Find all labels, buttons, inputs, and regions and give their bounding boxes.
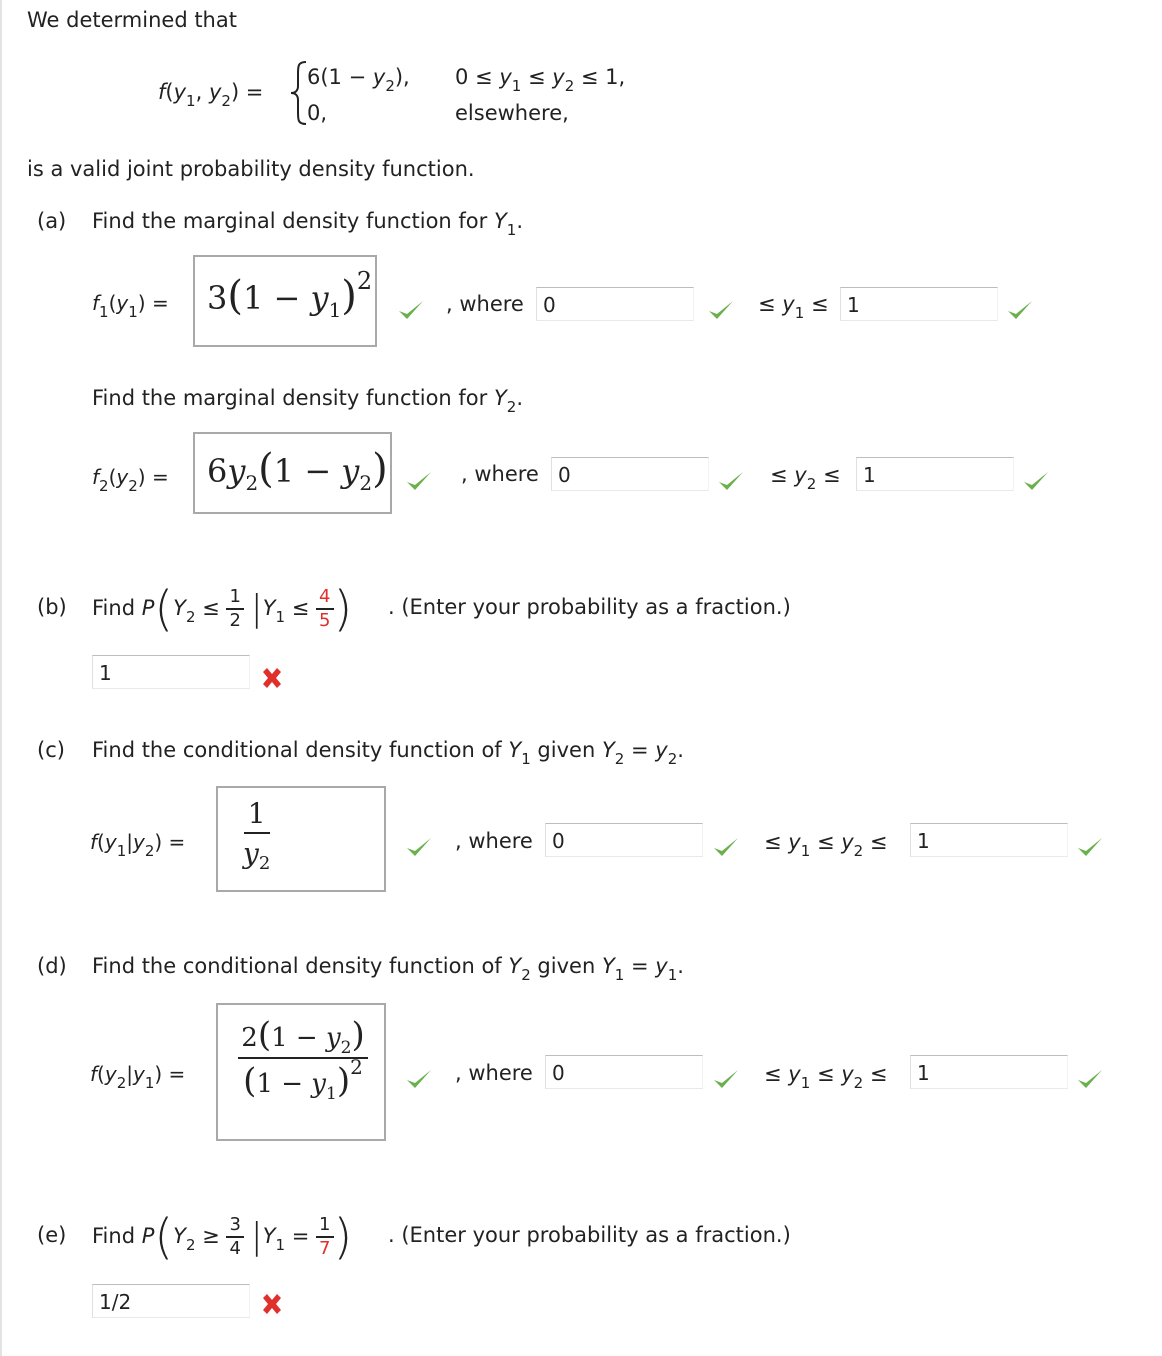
y1-range-middle: ≤ $y_1$ ≤	[758, 292, 829, 322]
part-d-label: (d)	[37, 954, 67, 978]
upper-bound-cond-y2-input[interactable]: 1	[910, 1055, 1068, 1089]
case1-expr: $6(1 - y_2)$,	[307, 65, 410, 95]
part-b-expression: Find $P(Y_2$ ≤ $\frac{1}{2}$ $|Y_1$ ≤ $\frac{4}{5}$ )	[92, 581, 353, 637]
case1-cond: $0 \le y_1 \le y_2 \le 1$,	[455, 65, 626, 95]
lower-bound-y1-input[interactable]: 0	[536, 287, 694, 321]
check-icon	[404, 469, 434, 493]
check-icon	[706, 298, 736, 322]
where-text: , where	[446, 292, 524, 316]
where-text: , where	[455, 829, 533, 853]
valid-statement: is a valid joint probability density function.	[27, 157, 475, 181]
answer-cond-y2-math: $2(1 - y_2)$ $(1 - y_1)^2$	[238, 1015, 368, 1101]
part-c-prompt: Find the conditional density function of $Y_1$ given $Y_2 = y_2$.	[92, 738, 684, 768]
cond-y2-range-middle: ≤ $y_1 \le y_2$ ≤	[764, 1062, 888, 1092]
check-icon	[1075, 1067, 1105, 1091]
cond-y1-lhs: $f(y_1|y_2)$ =	[90, 830, 186, 860]
answer-f2-box[interactable]	[193, 432, 392, 514]
answer-f2-math: $6y_2(1 - y_2)$	[207, 446, 388, 495]
check-icon	[711, 835, 741, 859]
check-icon	[1021, 469, 1051, 493]
part-b-label: (b)	[37, 595, 67, 619]
part-c-label: (c)	[37, 738, 65, 762]
where-text: , where	[455, 1061, 533, 1085]
answer-cond-y1-math: $\frac{1}{y_2}$	[243, 797, 271, 874]
part-b-answer-input[interactable]: 1	[92, 655, 250, 689]
part-a-label: (a)	[37, 209, 67, 233]
cross-icon	[259, 665, 285, 691]
cond-y2-lhs: $f(y_2|y_1)$ =	[90, 1062, 186, 1092]
part-d-prompt: Find the conditional density function of $Y_2$ given $Y_1 = y_1$.	[92, 954, 684, 984]
check-icon	[404, 835, 434, 859]
f2-lhs: $f_2(y_2)$ =	[92, 465, 169, 495]
part-e-label: (e)	[37, 1223, 67, 1247]
part-a-prompt1: Find the marginal density function for $Y_1$.	[92, 209, 524, 239]
answer-f1-box[interactable]	[193, 255, 377, 347]
part-b-hint: . (Enter your probability as a fraction.)	[388, 595, 791, 619]
part-e-answer-input[interactable]: 1/2	[92, 1284, 250, 1318]
upper-bound-y1-input[interactable]: 1	[840, 287, 998, 321]
answer-cond-y2-box[interactable]	[216, 1003, 386, 1141]
check-icon	[404, 1067, 434, 1091]
check-icon	[1005, 298, 1035, 322]
cond-y1-range-middle: ≤ $y_1 \le y_2$ ≤	[764, 830, 888, 860]
intro-text: We determined that	[27, 8, 237, 32]
f1-lhs: $f_1(y_1)$ =	[92, 291, 169, 321]
cross-icon	[259, 1291, 285, 1317]
case2-expr: 0,	[307, 101, 328, 125]
where-text: , where	[461, 462, 539, 486]
case2-cond: elsewhere,	[455, 101, 569, 125]
answer-cond-y1-box[interactable]	[216, 786, 386, 892]
answer-f1-math: $3(1 - y_1)^2$	[207, 267, 373, 322]
left-border	[0, 0, 2, 1356]
part-e-expression: Find $P(Y_2$ ≥ $\frac{3}{4}$ $|Y_1$ = $\frac{1}{7}$ )	[92, 1209, 353, 1265]
check-icon	[1075, 835, 1105, 859]
check-icon	[396, 298, 426, 322]
lower-bound-cond-y2-input[interactable]: 0	[545, 1055, 703, 1089]
joint-density-lhs: $f(y_1$, $y_2$) =	[158, 80, 264, 110]
lower-bound-y2-input[interactable]: 0	[551, 457, 709, 491]
part-e-hint: . (Enter your probability as a fraction.)	[388, 1223, 791, 1247]
y2-range-middle: ≤ $y_2$ ≤	[770, 463, 841, 493]
check-icon	[716, 469, 746, 493]
upper-bound-cond-y1-input[interactable]: 1	[910, 823, 1068, 857]
check-icon	[711, 1067, 741, 1091]
part-a-prompt2: Find the marginal density function for $Y_2$.	[92, 386, 524, 416]
upper-bound-y2-input[interactable]: 1	[856, 457, 1014, 491]
lower-bound-cond-y1-input[interactable]: 0	[545, 823, 703, 857]
